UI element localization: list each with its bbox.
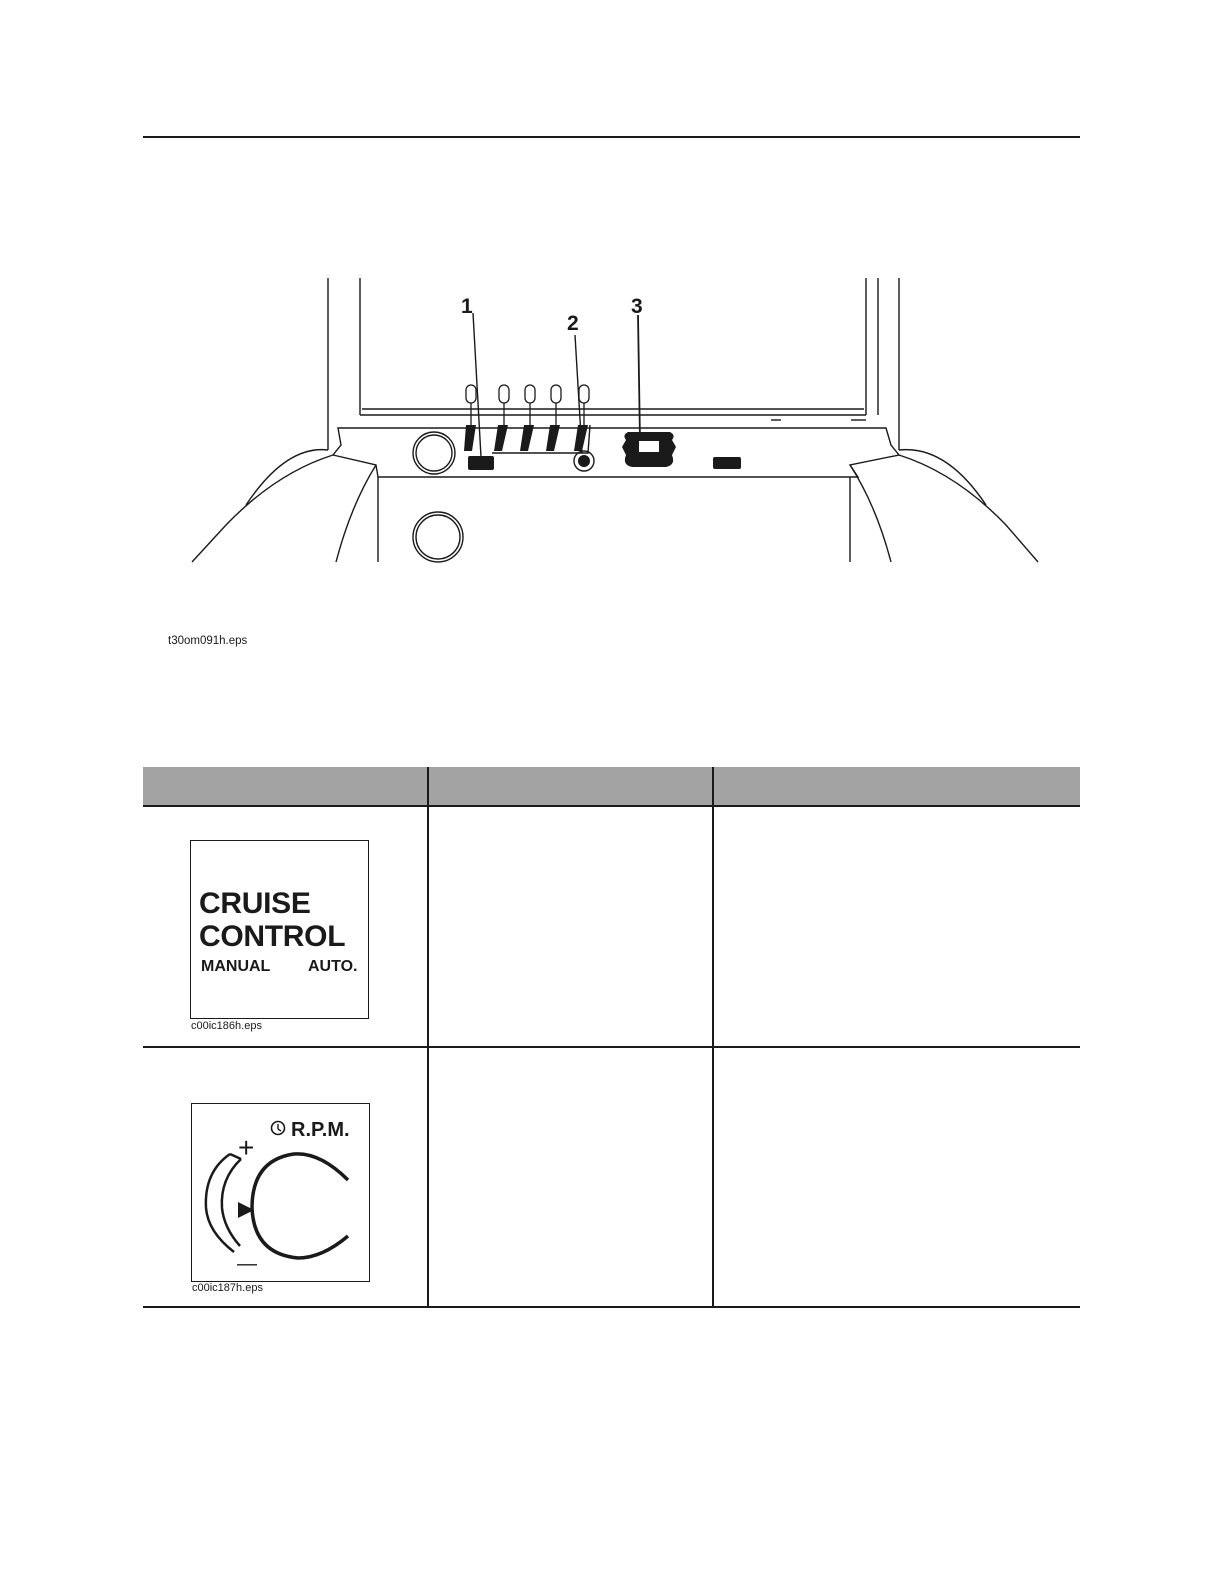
control-panel-figure (186, 275, 1046, 570)
row-divider (143, 1046, 1080, 1048)
top-rule (143, 136, 1080, 138)
cruise-control-label (190, 840, 369, 1019)
cruise-control-line-1: CRUISE (199, 887, 311, 920)
rpm-plus-sign: + (238, 1132, 255, 1163)
rpm-minus-sign: — (237, 1253, 257, 1275)
rpm-control-caption: c00ic187h.eps (192, 1282, 263, 1294)
rpm-label: R.P.M. (291, 1119, 350, 1141)
symbol-table (143, 776, 1080, 1324)
figure-caption: t30om091h.eps (168, 635, 248, 647)
row-divider (143, 1306, 1080, 1308)
callout-1: 1 (461, 295, 473, 318)
callout-2: 2 (567, 312, 579, 335)
table-header (143, 767, 1080, 807)
callout-3: 3 (631, 295, 643, 318)
auto-label: AUTO. (308, 958, 358, 975)
control-panel-drawing (186, 275, 1046, 570)
column-divider (427, 767, 429, 1308)
cruise-control-caption: c00ic186h.eps (191, 1020, 262, 1032)
cruise-control-line-2: CONTROL (199, 920, 346, 953)
column-divider (712, 767, 714, 1308)
rpm-control-label (191, 1103, 370, 1282)
manual-label: MANUAL (201, 958, 271, 975)
